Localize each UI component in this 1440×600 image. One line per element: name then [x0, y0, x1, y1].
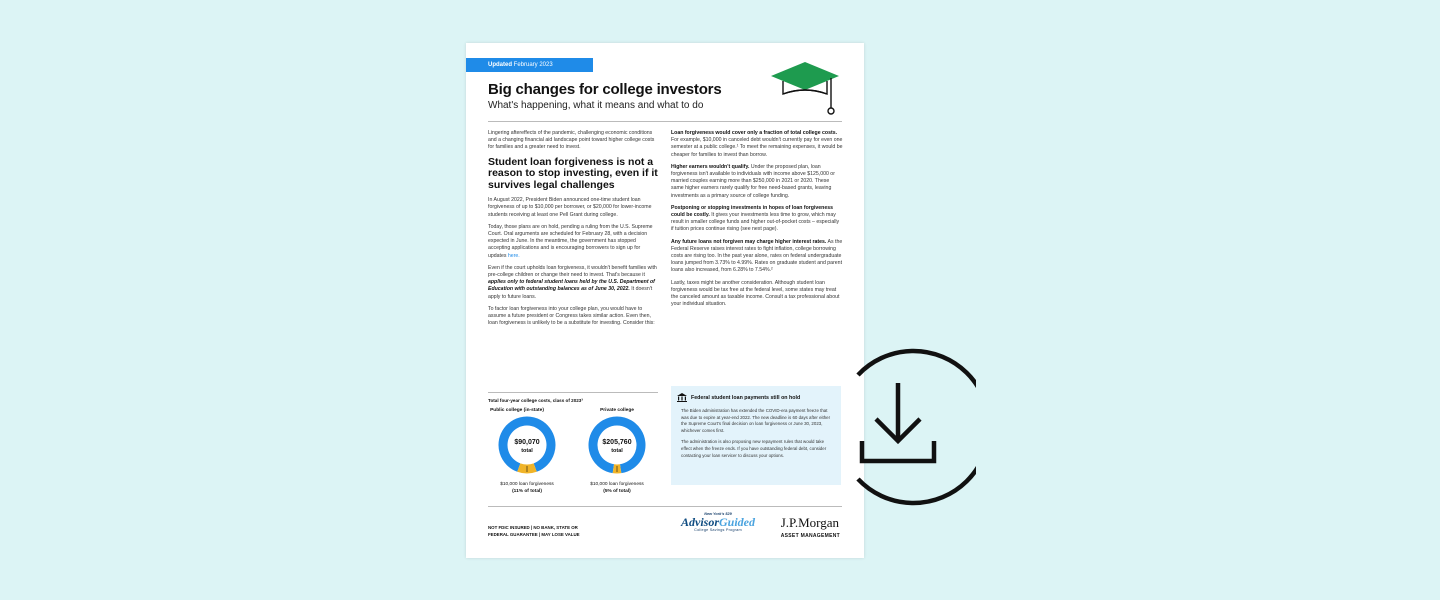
donut-label-private: Private college: [600, 408, 634, 413]
divider: [488, 121, 842, 122]
right-column: [671, 130, 843, 313]
paragraph-text: For example, $10,000 in canceled debt wouldn't currently pay for even one semester at a public college.¹ To meet the remaining expenses, it would be cheaper for families to invest than borrow.: [671, 137, 843, 158]
callout-body: [681, 408, 831, 464]
chart-title: Total four-year college costs, class of 2023³: [488, 398, 583, 403]
donut-total-private: [592, 438, 642, 456]
left-column: [488, 130, 658, 332]
logo-name: [673, 516, 763, 528]
paragraph: [671, 130, 843, 159]
paragraph-text: Today, those plans are on hold, pending a ruling from the U.S. Supreme Court. Oral arguments are scheduled for February 28, with a decision expected in June. In the meantime, the government has stopped accepting applications and is encouraging borrowers to sign up for updates: [488, 223, 653, 259]
paragraph: Lastly, taxes might be another consideration. Although student loan forgiveness would be tax free at the federal level, some states may treat the canceled amount as taxable income. Consult a tax professional about your individual situation.: [671, 279, 840, 308]
paragraph: [671, 205, 843, 234]
callout-paragraph: The Biden administration has extended the COVID-era payment freeze that was due to expire at year-end 2022. The new deadline is 60 days after either the Supreme Court's final decision on loan forgiveness or June 30, 2023, whichever comes first.: [681, 408, 831, 433]
download-icon[interactable]: [818, 347, 976, 507]
paragraph: [671, 239, 843, 275]
paragraph: In August 2022, President Biden announced one-time student loan forgiveness of up to $10,000 per borrower, or $20,000 for lower-income students receiving at least one Pell Grant during college.: [488, 197, 652, 218]
intro-text: Lingering aftereffects of the pandemic, challenging economic conditions and a changing financial aid landscape point toward higher college costs for families and a greater need to invest.: [488, 130, 655, 151]
updated-badge: [466, 58, 593, 72]
donut-note-private: [577, 481, 657, 495]
updated-date: February 2023: [513, 62, 553, 68]
paragraph-text: It doesn't apply to future loans.: [488, 286, 653, 300]
paragraph: [488, 224, 658, 260]
logo-bottom-text: College Savings Program: [694, 528, 742, 532]
paragraph-text: It gives your investments less time to grow, which may result in smaller college funds and higher out-of-pocket costs – especially if tuition prices continue rising (see next page).: [671, 212, 840, 233]
lead-text: Any future loans not forgiven may charge higher interest rates.: [671, 238, 827, 245]
lead-text: Loan forgiveness would cover only a fraction of total college costs.: [671, 130, 838, 136]
total-sub: total: [521, 448, 533, 454]
total-value: $90,070: [514, 439, 540, 446]
note-line: (11% of total): [512, 489, 542, 494]
jpm-sub: ASSET MANAGEMENT: [780, 533, 840, 539]
donut-total-public: [502, 438, 552, 456]
advisor-guided-logo: [673, 512, 763, 532]
section-heading: Student loan forgiveness is not a reason to stop investing, even if it survives legal challenges: [488, 155, 658, 191]
logo-top-text: New York's 529: [704, 512, 732, 516]
callout-box: [671, 386, 841, 485]
jpmorgan-logo: [781, 516, 840, 539]
note-line: $10,000 loan forgiveness: [590, 482, 644, 487]
divider: [488, 392, 658, 393]
disclaimer-line: NOT FDIC INSURED | NO BANK, STATE OR: [488, 525, 578, 530]
callout-header: [677, 393, 800, 402]
updated-prefix: Updated: [488, 62, 512, 68]
bank-icon: [677, 393, 687, 402]
total-sub: total: [611, 448, 623, 454]
donut-note-public: [487, 481, 567, 495]
disclaimer: [488, 524, 608, 538]
updates-link[interactable]: here.: [507, 252, 520, 259]
lead-text: Higher earners wouldn't qualify.: [671, 163, 750, 170]
paragraph: [671, 164, 843, 200]
lead-text: Postponing or stopping investments in hopes of loan forgiveness could be costly.: [671, 204, 833, 219]
divider: [488, 506, 842, 507]
paragraph: To factor loan forgiveness into your college plan, you would have to assume a future president or Congress takes similar action. Even then, loan forgiveness is unlikely to be a substitute for investing. Consider this:: [488, 305, 655, 327]
graduation-cap-icon: [769, 60, 841, 122]
callout-paragraph: The administration is also proposing new repayment rules that would take effect when the freeze ends. If you have outstanding federal debt, consider contacting your loan servicer to discuss your options.: [681, 439, 827, 458]
paragraph-text: As the Federal Reserve raises interest rates to fight inflation, college borrowing costs are rising too. In the past year alone, rates on federal undergraduate loans jumped from 3.73% to 4.99%. Rates on graduate student and parent loans also increased, from 6.28% to 7.54%.²: [671, 238, 843, 274]
document-page[interactable]: [466, 43, 864, 558]
paragraph: [488, 265, 658, 301]
logo-name-a: Advisor: [680, 515, 719, 529]
disclaimer-line: FEDERAL GUARANTEE | MAY LOSE VALUE: [488, 532, 580, 537]
logo-name-b: Guided: [719, 515, 755, 529]
paragraph-text: Under the proposed plan, loan forgiveness isn't available to individuals with income above $125,000 or married couples earning more than $250,000 in 2021 or 2020. These same higher earners rarely qualify for free need-based grants, leaving investments as a primary source of college funding.: [671, 163, 835, 199]
page-title: Big changes for college investors: [488, 81, 722, 98]
paragraph-text: Even if the court upholds loan forgiveness, it wouldn't benefit families with pre-college children or change their need to invest. That's because it: [488, 264, 657, 278]
callout-title: Federal student loan payments still on hold: [691, 394, 801, 401]
note-line: $10,000 loan forgiveness: [500, 482, 554, 487]
page-subtitle: What's happening, what it means and what to do: [488, 100, 704, 111]
donut-label-public: Public college (in-state): [490, 408, 544, 413]
total-value: $205,760: [602, 439, 632, 446]
jpm-name: J.P.Morgan: [780, 515, 840, 530]
emphasis-text: applies only to federal student loans held by the U.S. Department of Education with outstanding balances as of June 30, 2022.: [488, 279, 655, 293]
note-line: (5% of total): [603, 489, 631, 494]
